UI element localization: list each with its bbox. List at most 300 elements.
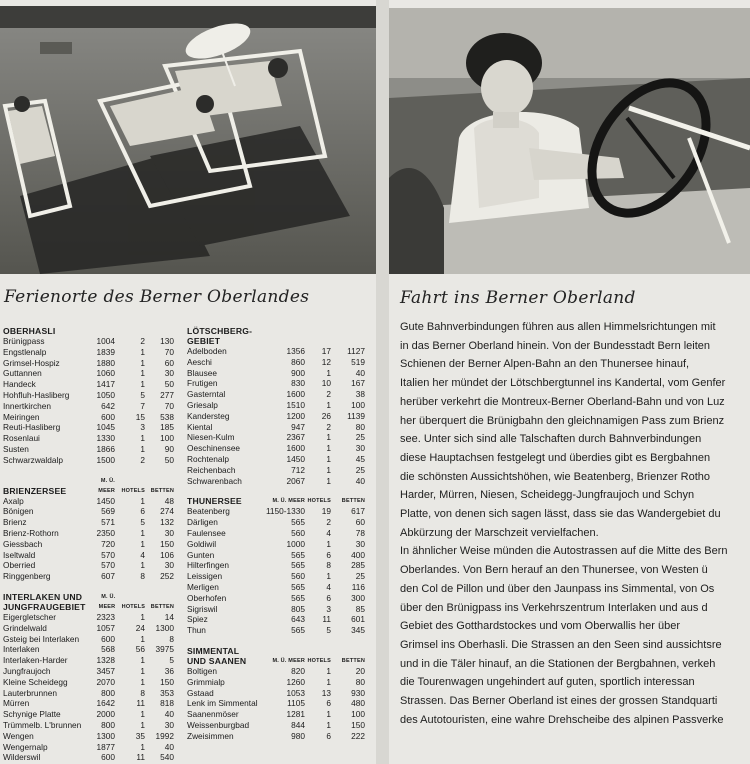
- resort-beds: 25: [355, 571, 365, 582]
- resort-row: [187, 560, 365, 571]
- resort-row: [3, 455, 174, 466]
- article-line: Strassen. Das Berner Oberland ist eines der grossen Standquarti: [400, 695, 718, 708]
- altitude-header: M. Ü. MEER: [272, 657, 305, 664]
- resort-hotels: 1: [140, 495, 145, 506]
- article-line: des Autotouristen, eine wahre Drehscheibe des alpinen Passverke: [400, 713, 724, 726]
- resort-name: Frutigen: [187, 378, 218, 389]
- resort-name: Zweisimmen: [187, 730, 234, 741]
- article-line: die schönsten Aussichtshöhen, wie Beatenberg, Brienzer Rotho: [400, 470, 711, 483]
- resort-name: Hilterfingen: [187, 560, 229, 571]
- resort-hotels: 2: [140, 336, 145, 346]
- resort-beds: 80: [355, 676, 365, 687]
- resort-row: [3, 422, 174, 433]
- resort-row: [187, 677, 365, 688]
- resort-row: [187, 411, 365, 422]
- region-header: [187, 496, 365, 506]
- resort-row: [3, 688, 174, 699]
- resort-altitude: 2000: [96, 709, 115, 720]
- resort-hotels: 1: [326, 443, 331, 454]
- resort-row: [3, 517, 174, 528]
- region-header: [187, 326, 365, 346]
- region-group: [3, 476, 174, 582]
- resort-altitude: 860: [291, 356, 305, 367]
- resort-beds: 50: [164, 454, 174, 465]
- right-page-title: Fahrt ins Berner Oberland: [400, 288, 636, 308]
- resort-altitude: 1877: [96, 741, 115, 752]
- resort-row: [3, 709, 174, 720]
- resort-row: [3, 390, 174, 401]
- resort-altitude: 569: [101, 506, 115, 517]
- resort-altitude: 568: [101, 644, 115, 655]
- resort-hotels: 1: [140, 443, 145, 454]
- resort-name: Handeck: [3, 379, 36, 390]
- resort-hotels: 26: [321, 410, 331, 421]
- resort-row: [187, 465, 365, 476]
- resort-altitude: 560: [291, 571, 305, 582]
- resort-name: Kleine Scheidegg: [3, 676, 68, 687]
- resort-hotels: 1: [140, 665, 145, 676]
- resort-beds: 30: [164, 719, 174, 730]
- resort-hotels: 1: [140, 368, 145, 379]
- resort-hotels: 1: [140, 527, 145, 538]
- region-name: LÖTSCHBERG- GEBIET: [187, 326, 253, 346]
- resort-altitude: 565: [291, 517, 305, 528]
- resort-name: Iseltwald: [3, 549, 36, 560]
- resort-altitude: 1281: [286, 709, 305, 720]
- resort-row: [3, 358, 174, 369]
- resort-row: [3, 752, 174, 763]
- resort-beds: 150: [160, 676, 174, 687]
- resort-name: Merligen: [187, 581, 219, 592]
- article-line: und in die Täler hinauf, an die Stationen der Bergbahnen, verkeh: [400, 657, 716, 670]
- resort-name: Bönigen: [3, 506, 34, 517]
- resort-hotels: 1: [140, 611, 145, 622]
- resort-hotels: 1: [326, 453, 331, 464]
- resort-beds: 30: [164, 560, 174, 571]
- article-line: diese Hauptachsen festgelegt und überdies gibt es Bergbahnen: [400, 451, 711, 464]
- resort-row: [3, 550, 174, 561]
- article-line: see. Unter sich sind alle Talschaften durch Bahnverbindungen: [400, 433, 702, 446]
- resort-beds: 36: [164, 665, 174, 676]
- resort-altitude: 800: [101, 719, 115, 730]
- article-line: Oberlandes. Von Bern herauf an den Thunersee, von Westen ü: [400, 564, 708, 577]
- resort-row: [3, 742, 174, 753]
- region-group: [187, 646, 365, 742]
- resort-name: Guttannen: [3, 368, 42, 379]
- altitude-header: M. Ü. MEER: [272, 498, 305, 505]
- resort-altitude: 1150-1330: [265, 506, 305, 517]
- article-line: Schienen der Berner Alpen-Bahn an den Thunersee hinauf,: [400, 358, 690, 371]
- resort-hotels: 11: [136, 698, 145, 709]
- resort-beds: 930: [351, 687, 365, 698]
- resort-altitude: 2070: [96, 676, 115, 687]
- resort-beds: 48: [164, 495, 174, 506]
- region-name: BRIENZERSEE: [3, 485, 67, 496]
- resort-beds: 30: [355, 538, 365, 549]
- resort-hotels: 1: [140, 346, 145, 357]
- resort-name: Kandersteg: [187, 410, 230, 421]
- resort-altitude: 1057: [96, 622, 115, 633]
- resort-beds: 38: [355, 389, 365, 400]
- resort-altitude: 2067: [286, 475, 305, 486]
- resort-row: [3, 496, 174, 507]
- resort-name: Eigergletscher: [3, 611, 57, 622]
- resort-hotels: 17: [321, 346, 331, 356]
- resort-table-column-a: [3, 326, 174, 764]
- resort-beds: 601: [351, 614, 365, 625]
- resort-altitude: 1600: [286, 389, 305, 400]
- resort-beds: 116: [351, 581, 365, 592]
- resort-row: [187, 571, 365, 582]
- resort-row: [187, 666, 365, 677]
- resort-row: [3, 655, 174, 666]
- resort-beds: 78: [355, 527, 365, 538]
- resort-row: [3, 412, 174, 423]
- woman-driving-car-photo: [389, 8, 750, 274]
- resort-hotels: 24: [135, 622, 145, 633]
- resort-hotels: 1: [140, 357, 145, 368]
- resort-hotels: 4: [326, 581, 331, 592]
- resort-table-column-b: [187, 326, 365, 752]
- resort-row: [3, 571, 174, 582]
- resort-row: [3, 336, 174, 347]
- resort-row: [3, 634, 174, 645]
- resort-beds: 5: [169, 655, 174, 666]
- resort-altitude: 820: [291, 665, 305, 676]
- resort-altitude: 1045: [96, 422, 115, 433]
- region-group: [3, 592, 174, 763]
- resort-name: Innertkirchen: [3, 400, 51, 411]
- resort-hotels: 1: [140, 560, 145, 571]
- beds-header: BETTEN: [341, 657, 365, 664]
- resort-altitude: 712: [291, 464, 305, 475]
- resort-row: [3, 560, 174, 571]
- resort-beds: 106: [160, 549, 174, 560]
- resort-name: Engstlenalp: [3, 346, 47, 357]
- resort-altitude: 600: [101, 411, 115, 422]
- resort-beds: 185: [160, 422, 174, 433]
- resort-hotels: 4: [326, 527, 331, 538]
- resort-name: Rochtenalp: [187, 453, 229, 464]
- resort-hotels: 2: [326, 517, 331, 528]
- resort-altitude: 1600: [286, 443, 305, 454]
- resort-altitude: 570: [101, 560, 115, 571]
- resort-row: [3, 347, 174, 358]
- resort-row: [187, 422, 365, 433]
- resort-hotels: 5: [326, 625, 331, 636]
- resort-name: Schwarenbach: [187, 475, 242, 486]
- resort-name: Mürren: [3, 698, 30, 709]
- resort-hotels: 1: [140, 719, 145, 730]
- resort-hotels: 1: [326, 719, 331, 730]
- resort-hotels: 1: [140, 709, 145, 720]
- resort-beds: 353: [160, 687, 174, 698]
- resort-altitude: 1510: [286, 399, 305, 410]
- resort-row: [3, 528, 174, 539]
- resort-hotels: 6: [326, 698, 331, 709]
- resort-row: [3, 677, 174, 688]
- resort-beds: 30: [355, 443, 365, 454]
- resort-row: [187, 454, 365, 465]
- region-group: [187, 326, 365, 486]
- article-line: Platte, von denen sich sagen lässt, dass sie das Wandergebiet du: [400, 508, 721, 521]
- resort-name: Susten: [3, 443, 29, 454]
- resort-hotels: 56: [135, 644, 145, 655]
- resort-name: Wengernalp: [3, 741, 48, 752]
- resort-beds: 1127: [347, 346, 365, 356]
- resort-name: Axalp: [3, 495, 24, 506]
- resort-beds: 30: [164, 368, 174, 379]
- resort-name: Aeschi: [187, 356, 212, 367]
- resort-altitude: 560: [291, 527, 305, 538]
- resort-altitude: 565: [291, 560, 305, 571]
- article-line: Grimsel ins Oberhasli. Die Strassen an den Seen sind aussichtsre: [400, 638, 722, 651]
- resort-name: Saanenmöser: [187, 709, 239, 720]
- resort-altitude: 565: [291, 625, 305, 636]
- resort-row: [3, 644, 174, 655]
- resort-beds: 25: [355, 432, 365, 443]
- beds-header: BETTEN: [341, 498, 365, 505]
- region-header: [3, 476, 174, 496]
- resort-row: [187, 357, 365, 368]
- region-header: [3, 592, 174, 612]
- resort-name: Brünigpass: [3, 336, 45, 346]
- resort-row: [187, 506, 365, 517]
- resort-beds: 538: [160, 411, 174, 422]
- resort-name: Schwarzwaldalp: [3, 454, 63, 465]
- resort-row: [187, 550, 365, 561]
- resort-row: [3, 698, 174, 709]
- resort-altitude: 947: [291, 421, 305, 432]
- resort-hotels: 6: [326, 730, 331, 741]
- resort-row: [187, 539, 365, 550]
- resort-altitude: 565: [291, 581, 305, 592]
- resort-altitude: 642: [101, 400, 115, 411]
- resort-row: [187, 720, 365, 731]
- beds-header: BETTEN: [150, 603, 174, 610]
- resort-altitude: 600: [101, 752, 115, 763]
- left-page-title: Ferienorte des Berner Oberlandes: [4, 287, 310, 307]
- resort-altitude: 571: [101, 517, 115, 528]
- resort-hotels: 1: [140, 655, 145, 666]
- resort-altitude: 980: [291, 730, 305, 741]
- resort-row: [187, 731, 365, 742]
- resort-beds: 70: [164, 400, 174, 411]
- resort-hotels: 1: [326, 676, 331, 687]
- resort-name: Kiental: [187, 421, 213, 432]
- resort-hotels: 19: [321, 506, 331, 517]
- resort-name: Thun: [187, 625, 206, 636]
- resort-name: Trümmelb. L'brunnen: [3, 719, 82, 730]
- region-name: INTERLAKEN UND JUNGFRAUGEBIET: [3, 591, 86, 612]
- resort-altitude: 1050: [96, 389, 115, 400]
- resort-beds: 45: [355, 453, 365, 464]
- resort-altitude: 607: [101, 571, 115, 582]
- resort-hotels: 1: [326, 432, 331, 443]
- resort-row: [3, 539, 174, 550]
- resort-altitude: 844: [291, 719, 305, 730]
- resort-name: Hohfluh-Hasliberg: [3, 389, 70, 400]
- resort-name: Wilderswil: [3, 752, 41, 763]
- resort-hotels: 1: [326, 571, 331, 582]
- resort-beds: 90: [164, 443, 174, 454]
- region-name: OBERHASLI: [3, 326, 56, 336]
- resort-hotels: 1: [140, 433, 145, 444]
- resort-beds: 100: [351, 399, 365, 410]
- article-line: Italien her mündet der Lötschbergtunnel ins Kandertal, vom Genfer: [400, 377, 726, 390]
- resort-hotels: 1: [326, 709, 331, 720]
- resort-beds: 100: [160, 433, 174, 444]
- resort-hotels: 6: [140, 506, 145, 517]
- resort-row: [187, 400, 365, 411]
- people-on-deck-chairs-photo: [0, 6, 376, 274]
- resort-altitude: 1500: [96, 454, 115, 465]
- resort-row: [187, 517, 365, 528]
- resort-name: Brienz-Rothorn: [3, 527, 59, 538]
- resort-beds: 50: [164, 379, 174, 390]
- resort-name: Gasterntal: [187, 389, 226, 400]
- resort-hotels: 1: [140, 633, 145, 644]
- resort-name: Jungfraujoch: [3, 665, 51, 676]
- resort-altitude: 1060: [96, 368, 115, 379]
- resort-beds: 345: [351, 625, 365, 636]
- resort-name: Goldiwil: [187, 538, 217, 549]
- resort-beds: 252: [160, 571, 174, 582]
- resort-hotels: 2: [326, 389, 331, 400]
- resort-altitude: 570: [101, 549, 115, 560]
- resort-beds: 167: [351, 378, 365, 389]
- resort-hotels: 15: [135, 411, 145, 422]
- resort-name: Lauterbrunnen: [3, 687, 57, 698]
- resort-beds: 40: [355, 367, 365, 378]
- region-group: [3, 326, 174, 466]
- resort-altitude: 2367: [286, 432, 305, 443]
- resort-hotels: 3: [326, 603, 331, 614]
- resort-name: Oberried: [3, 560, 36, 571]
- resort-altitude: 1300: [96, 730, 115, 741]
- resort-hotels: 2: [326, 421, 331, 432]
- resort-name: Gsteig bei Interlaken: [3, 633, 80, 644]
- resort-beds: 400: [351, 549, 365, 560]
- resort-beds: 480: [351, 698, 365, 709]
- resort-altitude: 3457: [96, 665, 115, 676]
- resort-row: [187, 614, 365, 625]
- resort-beds: 1992: [155, 730, 174, 741]
- article-line: über den Brünigpass ins Verkehrszentrum Interlaken und aus d: [400, 601, 708, 614]
- resort-name: Adelboden: [187, 346, 227, 356]
- resort-altitude: 600: [101, 633, 115, 644]
- resort-altitude: 643: [291, 614, 305, 625]
- resort-row: [3, 666, 174, 677]
- resort-altitude: 1839: [96, 346, 115, 357]
- resort-row: [3, 444, 174, 455]
- resort-row: [3, 612, 174, 623]
- resort-name: Interlaken: [3, 644, 40, 655]
- resort-name: Niesen-Kulm: [187, 432, 235, 443]
- article-line: In ähnlicher Weise münden die Autostrassen auf die Mitte des Bern: [400, 545, 728, 558]
- resort-name: Oberhofen: [187, 592, 227, 603]
- resort-altitude: 2350: [96, 527, 115, 538]
- resort-hotels: 8: [140, 687, 145, 698]
- resort-altitude: 800: [101, 687, 115, 698]
- resort-hotels: 1: [140, 538, 145, 549]
- resort-altitude: 1053: [286, 687, 305, 698]
- resort-name: Wengen: [3, 730, 34, 741]
- article-line: Gute Bahnverbindungen führen aus allen Himmelsrichtungen mit: [400, 321, 716, 333]
- resort-beds: 1139: [347, 410, 365, 421]
- resort-hotels: 11: [136, 752, 145, 763]
- hotels-header: HOTELS: [121, 487, 145, 494]
- resort-row: [3, 401, 174, 412]
- region-header: [187, 646, 365, 666]
- resort-beds: 150: [160, 538, 174, 549]
- resort-hotels: 1: [326, 464, 331, 475]
- article-line: in das Berner Oberland hinein. Von der Bundesstadt Bern leiten: [400, 339, 711, 352]
- resort-hotels: 1: [140, 676, 145, 687]
- resort-beds: 30: [164, 527, 174, 538]
- resort-beds: 25: [355, 464, 365, 475]
- resort-hotels: 1: [326, 475, 331, 486]
- resort-row: [187, 604, 365, 615]
- resort-hotels: 6: [326, 549, 331, 560]
- resort-hotels: 7: [140, 400, 145, 411]
- resort-name: Oeschinensee: [187, 443, 241, 454]
- resort-beds: 150: [351, 719, 365, 730]
- resort-altitude: 1105: [287, 698, 305, 709]
- resort-row: [3, 506, 174, 517]
- resort-row: [3, 720, 174, 731]
- resort-row: [187, 582, 365, 593]
- resort-altitude: 565: [291, 592, 305, 603]
- car-driver-illustration: [389, 8, 750, 274]
- resort-hotels: 12: [321, 356, 331, 367]
- resort-row: [187, 443, 365, 454]
- resort-name: Därligen: [187, 517, 218, 528]
- resort-name: Lenk im Simmental: [187, 698, 258, 709]
- resort-row: [3, 379, 174, 390]
- resort-name: Reuti-Hasliberg: [3, 422, 61, 433]
- resort-row: [187, 346, 365, 357]
- resort-hotels: 10: [321, 378, 331, 389]
- resort-name: Gunten: [187, 549, 215, 560]
- resort-altitude: 805: [291, 603, 305, 614]
- resort-hotels: 1: [140, 379, 145, 390]
- resort-altitude: 1330: [96, 433, 115, 444]
- resort-beds: 100: [351, 709, 365, 720]
- resort-hotels: 1: [326, 367, 331, 378]
- resort-altitude: 1260: [286, 676, 305, 687]
- resort-beds: 818: [160, 698, 174, 709]
- resort-altitude: 1356: [286, 346, 305, 356]
- resort-name: Grimmialp: [187, 676, 225, 687]
- resort-altitude: 2323: [96, 611, 115, 622]
- hotels-header: HOTELS: [121, 603, 146, 610]
- resort-name: Interlaken-Harder: [3, 655, 68, 666]
- resort-beds: 274: [160, 506, 174, 517]
- resort-row: [187, 709, 365, 720]
- resort-beds: 300: [351, 592, 365, 603]
- resort-beds: 285: [351, 560, 365, 571]
- travel-article-text: [400, 318, 750, 729]
- resort-beds: 40: [164, 709, 174, 720]
- resort-name: Weissenburgbad: [187, 719, 250, 730]
- resort-hotels: 5: [140, 389, 145, 400]
- resort-name: Schynige Platte: [3, 709, 61, 720]
- resort-name: Reichenbach: [187, 464, 236, 475]
- resort-beds: 85: [355, 603, 365, 614]
- resort-name: Gstaad: [187, 687, 214, 698]
- resort-row: [3, 433, 174, 444]
